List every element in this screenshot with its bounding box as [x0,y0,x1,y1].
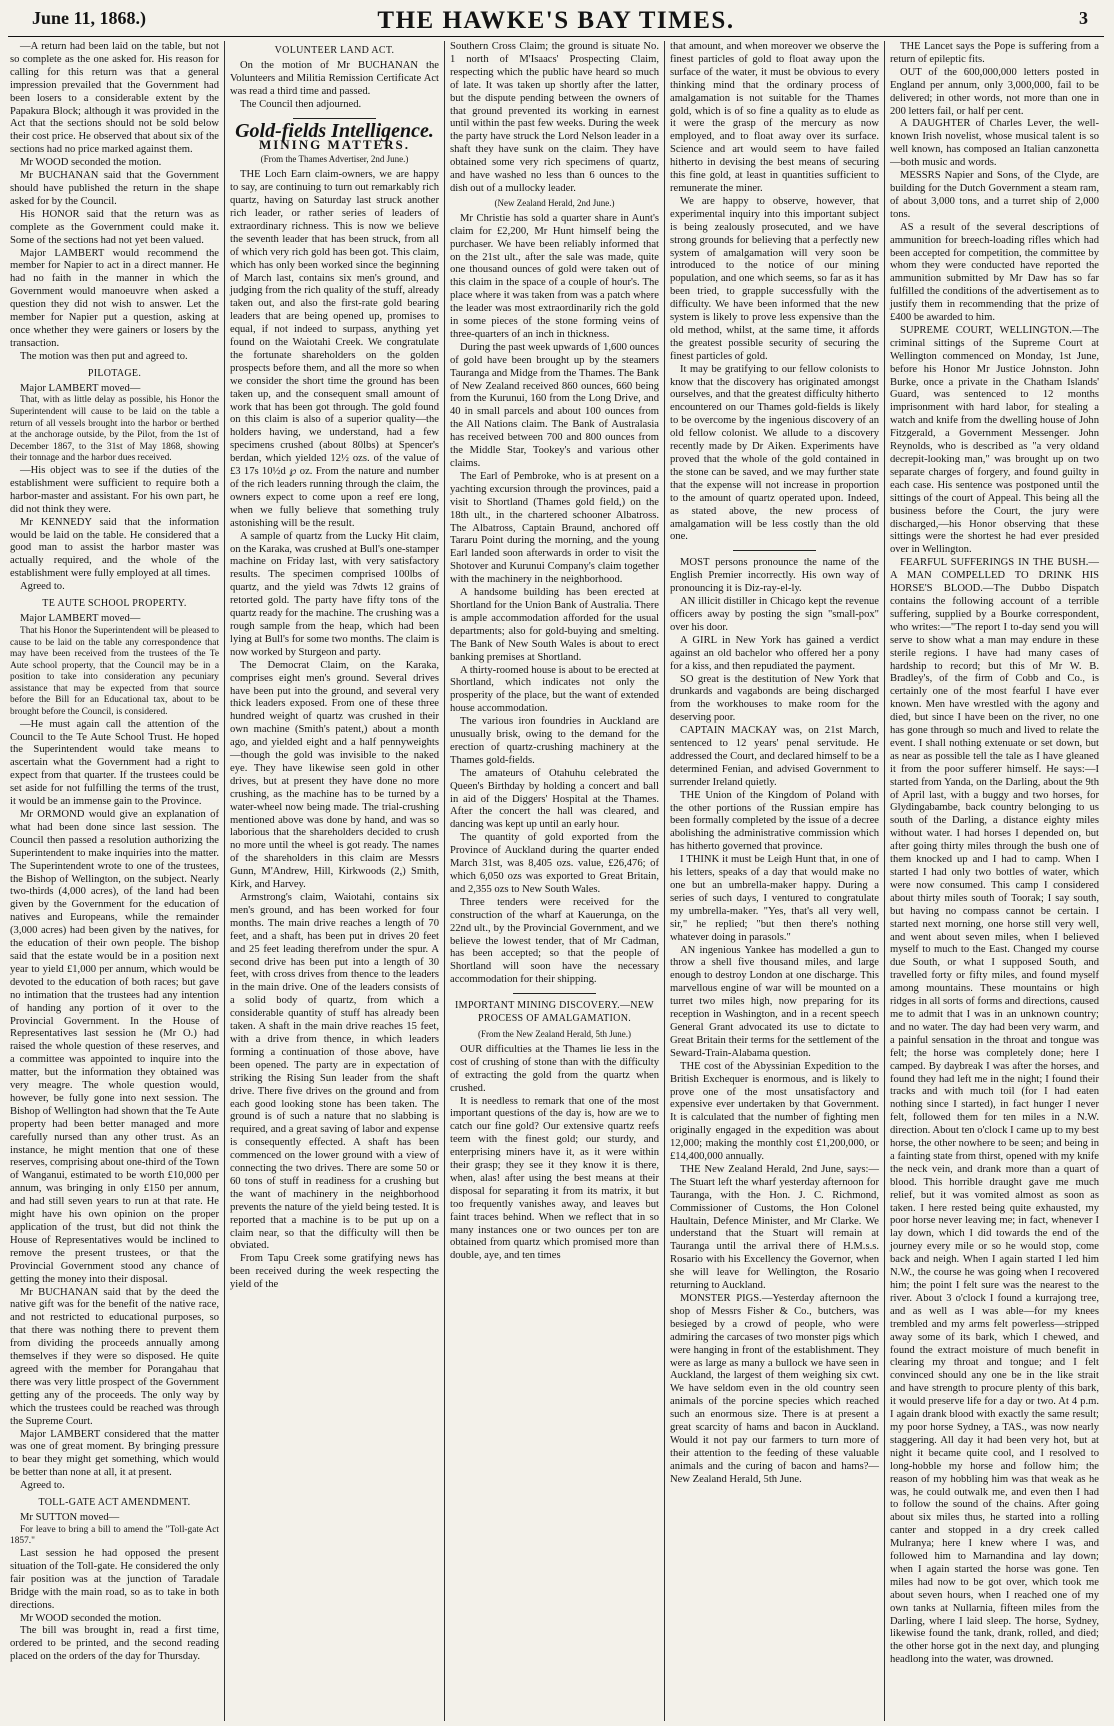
news-item-body: —The Dubbo Dispatch contains the following account of a terrible suffering, supplied by a Bourke correspondent, who writes:—"The report I to-day send you will serve to show what a man may endure in these sterile regions. I have had many cases of hardship to record; but this of Mr W. B. Bradley's, of the firm of Cobb and Co., is certainly one of the most fearful I have ever known. Men have wrestled with the agony and died, but since I have been on the river, no one has gone through so much and lived to relate the event. I shall nothing extenuate or set down, but as near as possible tell the tale as I have gleaned it from the poor sufferer himself. He says:—I started from Yanda, on the Darling, about the 9th of April last, with a buggy and two horses, for Glydingabambe, back country belonging to us south of the Darling, a distance eighty miles without water. I had horses I depended on, but after going thirty miles through the bush one of them knocked up and I had to camp. When I started I had only two bottles of water, which were now consumed. This camp I considered about thirty miles south of Toorak; I say south, but having no compass cannot be certain. I started next morning, one horse still very well, and went about seven miles, when I believed myself to much to the East. Changed my course due South, or what I supposed South, and travelled forty or fifty miles, and found myself among mountains. These mountains or high ridges in all sorts of forms and directions, caused me to admit that I was in an unknown country; and no water. The day had been very warm, and a painful sensation in the throat and tongue was felt; the horse was completely done; here I camped. By daybreak I was after the horses, and found they had left me in the night; I found their tracks and with much toil (for I had eaten nothing since I started), in fact hunger I never felt, followed them for ten miles in a N.W. direction. About ten o'clock I came up to my best horse, the other nowhere to be seen; and being in a fainting state from thirst, opened with my knife the neck vein, and drank more than a quart of blood. This horrible draught gave me much relief, but it was vomited almost as soon as taken. I here rested being quite exhausted, my poor horse never leaving me; in fact, whenever I lay down, which I did towards the end of the journey every mile or so he would stop, come back and neigh. When I again started I led him N.W., the course he was going when I recovered him; the point I felt sure was the nearest to the river. About 3 o'clock I found a kurrajong tree, and as well as I was able—for my knees trembled and my arms felt powerless—stripped away some of its bark, which I chewed, and found the extract moisture of much benefit in clearing my throat and tongue; and I felt convinced should any one be in the like strait and have strength to procure plenty of this bark, it would preserve life for a day or two. At 4 p.m. I again drank blood with exactly the same result; my poor horse Sydney, a TAS., was now nearly staggering. All day it had been very hot, but at night it became quite cool, and I resolved to long-hobble my horse and follow him; the reason of my hobbling him was that weak as he was, he could outwalk me, and even then I had to follow the sound of the chains. After going about six miles thus, he started into a rolling canter and stopped in a dry creek called Mulranya; here I knew where I was, and followed him to Marnandina and lay down; when I again started the horse was gone. Ten miles had now to be got over, which took me about seven hours, when I reached one of my own tanks at Nullarnia, fifteen miles from the Darling, where I laid sleep. The horse, Sydney, likewise found the tank, drank, rolled, and died; the other horse got in the next day, and plunging headlong into the water, was drowned. [890,583,1099,1666]
paragraph: A sample of quartz from the Lucky Hit claim, on the Karaka, was crushed at Bull's one-stamper machine on Friday last, with very satisfactory results. The specimen comprised 100lbs of quartz, and the yield was 7dwts 12 grains of retorted gold. The party have fifty tons of the quartz ready for the machine. The crushing was a rough sample from the heap, which had been lying at Bull's for some two months. The claim is now worked by Sturgeon and party. [230,530,440,658]
columns [8,41,1104,1721]
paragraph: The motion was then put and agreed to. [20,350,188,362]
paragraph: The Earl of Pembroke, who is at present on a yachting excursion through the provinces, paid a visit to Shortland (Thames gold field,) on the 18th ult., in the chartered schooner Albatross. The Albatross, Captain Braund, anchored off Tararu Point during the morning, and the young Earl landed soon afterwards in order to visit the Shotover and Kurunui Company's claim together with the machinery in the neighborhood. [450,470,659,586]
news-item: SUPREME COURT, WELLINGTON.—The criminal sittings of the Supreme Court at Wellington commenced on Monday, 1st June, before his Honor Mr Justice Johnston. John Burke, once a private in the Chatham Islands' Guard, was sentenced to 12 months imprisonment with hard labor, for stealing a watch and knife from the dwelling house of John Fitzgerald, a Government Messenger. John Reynolds, who is described as "a very oldand decrepit-looking man," was brought up on two separate charges of forgery, and found guilty in each case. His sentence was postponed until the sittings of the court of Appeal. This being all the business before the Court, the jury were discharged,—his Honor observing that these sittings were the shortest he had ever presided over in Wellington. [890,324,1099,556]
paragraph: Mr SUTTON moved— [20,1511,120,1523]
source-note: (From the New Zealand Herald, 5th June.) [478,1028,631,1039]
paragraph: During the past week upwards of 1,600 ounces of gold have been brought up by the steamers Tauranga and Midge from the Thames. The Bank of New Zealand received 860 ounces, 660 being from the Kurunui, 160 from the Long Drive, and 40 in small parcels and about 100 ounces from the All Nations claim. The Bank of Australasia has received between 700 and 800 ounces from the Middle Star, Tookey's and various other claims. [450,341,659,469]
news-item: OUT of the 600,000,000 letters posted in England per annum, only 3,000,000, fail to be delivered; in other words, not more than one in 200 letters fail, or half per cent. [890,66,1099,117]
news-item: MESSRS Napier and Sons, of the Clyde, are building for the Dutch Government a steam ram, of about 3,000 tons, and a turret ship of 2,000 tons. [890,170,1099,220]
divider [513,993,597,994]
section-title: Gold-fields Intelligence. [235,119,434,142]
news-item: A GIRL in New York has gained a verdict against an old bachelor who offered her a pony for a kiss, and then repudiated the payment. [670,634,879,672]
paragraph: Mr BUCHANAN said that by the deed the native gift was for the benefit of the native race, and not restricted to educational purposes, so that there was nothing there to prevent them from dividing the proceeds annually among themselves if they were so disposed. He quite agreed with the member for Porangahau that there was very little prospect of the Government getting any of the proceeds. The only way by which the trustees could be reached was through the Supreme Court. [10,1286,219,1427]
paragraph: Major LAMBERT would recommend the member for Napier to act in a direct manner. He had no faith in the manner in which the Government would manoeuvre when asked a question they did not wish to answer. Let the member for Napier put a question, asking at once whether they were gainers or losers by the transaction. [10,247,219,349]
source-note: (New Zealand Herald, 2nd June.) [494,197,615,208]
paragraph: The quantity of gold exported from the Province of Auckland during the quarter ended March 31st, was 8,405 ozs. value, £26,476; of which 6,050 ozs was exported to Great Britain, and 2,355 ozs to New South Wales. [450,832,659,895]
paragraph: Agreed to. [20,581,65,593]
news-item: THE New Zealand Herald, 2nd June, says:—The Stuart left the wharf yesterday afternoon for Tauranga, with the Hon. J. C. Richmond, Commissioner of Customs, the Hon Colonel Haultain, Defence Minister, and Mr Clarke. We understand that the Stuart will remain at Tauranga until the arrival there of H.M.s.s. Rosario with his Excellency the Governor, when she will leave for Wellington, the Rosario returning to Auckland. [670,1163,879,1292]
paragraph: The Democrat Claim, on the Karaka, comprises eight men's ground. Several drives have been put into the ground, and several very thick leaders exposed. From one of these three hundred weight of quartz was crushed in their own machine (Smith's patent,) about a month ago, and yielded eight and a half pennyweights—though the gold was invisible to the naked eye. They have likewise seen gold in other drives, but at present they have done no more crushing, as the machine has to be turned by a water-wheel now being made. The trial-crushing mentioned above was done by hand, and was so laborious that the shareholders decided to crush no more until the wheel is got ready. The names of the shareholders in this claim are Messrs Gunn, M'Andrew, Hill, Kirkwoods (2,) Smith, Kirk, and Harvey. [230,659,439,891]
paragraph: Agreed to. [20,1480,65,1492]
news-item [890,557,1099,1667]
paragraph: The bill was brought in, read a first time, ordered to be printed, and the second reading placed on the orders of the day for Thursday. [10,1625,219,1663]
paragraph: A thirty-roomed house is about to be erected at Shortland, which indicates not only the prosperity of the place, but the want of extended house accommodation. [450,664,659,715]
paragraph: Mr Christie has sold a quarter share in Aunt's claim for £2,200, Mr Hunt himself being the purchaser. We have been reliably informed that on the 21st ult., after the sale was made, quite one thousand ounces of gold were taken out of this claim in the space of a couple of hour's. The place where it was taken from was a patch where the leader was most extraordinarily rich the gold in some pieces of the stone forming veins of three-quarters of an inch in thickness. [450,212,659,340]
paragraph: The amateurs of Otahuhu celebrated the Queen's Birthday by holding a concert and ball in aid of the Diggers' Hospital at the Thames. After the concert the hall was cleared, and dancing was kept up until an early hour. [450,767,659,831]
paragraph: Last session he had opposed the present situation of the Toll-gate. He considered the only fair position was at the junction of Taradale Bridge with the main road, so as to take in both directions. [10,1548,219,1611]
news-item: AN illicit distiller in Chicago kept the revenue officers away by posting the sign "small-pox" over his door. [670,596,879,633]
news-item: THE cost of the Abyssinian Expedition to the British Exchequer is enormous, and is likely to prove one of the most unsatisfactory and expensive ever undertaken by that Government. It is calculated that the number of fighting men originally engaged in the expedition was about 12,000; making the monthly cost £1,200,000, or £14,400,000 annually. [670,1060,879,1163]
paragraph: From Tapu Creek some gratifying news has been received during the week respecting the yield of the [230,1253,439,1291]
section-heading: TE AUTE SCHOOL PROPERTY. [42,598,187,610]
paragraph: Major LAMBERT considered that the matter was one of great moment. By bringing pressure to bear they might get something, which would be better than none at all, it at present. [10,1428,219,1479]
news-item: AS a result of the several descriptions of ammunition for breech-loading rifles which had been accepted for competition, the committee by whom they were conducted have reported the ammunition submitted by Mr Daw has so far fulfilled the conditions of the advertisement as to justify them in recommending that the prize of £400 be awarded to him. [890,221,1099,324]
column-3 [444,41,664,1721]
divider [733,550,817,551]
paragraph: Mr WOOD seconded the motion. [20,157,162,169]
paragraph: Major LAMBERT moved— [20,613,141,624]
article-heading: IMPORTANT MINING DISCOVERY.—NEW PROCESS OF AMALGAMATION. [455,1000,654,1025]
news-item: A DAUGHTER of Charles Lever, the well-known Irish novelist, whose musical talent is so well known, has composed an Italian canzonetta—both music and words. [890,118,1099,169]
paragraph: His HONOR said that the return was as complete as the Government could make it. Some of the sections had not yet been valued. [10,208,219,246]
masthead [8,6,1104,37]
motion-text: That his Honor the Superintendent will be pleased to cause to be laid on the table any correspondence that may have been received from the trustees of the Te Aute school property, that the Council may be in a position to take into consideration any pecuniary assistance that may be expected from that source before the Bill for an Educational tax, about to be brought before the Council, is considered. [10,625,219,718]
page-number: 3 [1079,8,1088,28]
paragraph: It may be gratifying to our fellow colonists to know that the discovery has originated amongst ourselves, and that the greatest difficulty hitherto encountered on our Thames gold-fields is likely to be overcome by the ingenious discovery of an old fellow colonist. We allude to a discovery recently made by Dr Aiken. Experiments have proved that the whole of the gold contained in the stone can be saved, and we may further state that the expense will not increase in proportion to the amount of quartz operated upon. Indeed, as stated above, the new process of amalgamation will be less costly than the old one. [670,363,879,543]
paragraph: Mr WOOD seconded the motion. [20,1612,162,1624]
news-item-title: FEARFUL SUFFERINGS IN THE BUSH.— A MAN COMPELLED TO DRINK HIS HORSE'S BLOOD. [890,557,1099,595]
paragraph: Major LAMBERT moved— [20,382,141,394]
paragraph: Mr ORMOND would give an explanation of what had been done since last session. The Council then passed a resolution authorizing the Superintendent to make inquiries into the matter. The Superintendent wrote to one of the trustees, the Bishop of Wellington, on the subject. Nearly two-thirds (4,000 acres), of the land had been given by the Government for the education of natives and Europeans, while the remainder (3,000 acres) had been given by the natives, for the education of their own people. The bishop said that the estate would be in a position next year to yield £1,000 per annum, which would be devoted to the education of both races; but gave no intimation that the trustees had any intention of handing any portion of it over to the Provincial Government. In the House of Representatives last session he (Mr O.) had raised the whole question of these reserves, and a committee was appointed to inquire into the matter, but the information they obtained was very meagre. The whole question would, however, be fully gone into next session. The Bishop of Wellington had shown that the Te Aute property had been better managed and more carefully nursed than any other trust. As an instance, he might mention that one of these reserves, comprising about one-third of the Town of Wanganui, estimated to be worth £10,000 per annum, was bringing in only £150 per annum, and had still seven years to run at that rate. He might have his own opinion on the proper application of the trust, but did not think the House of Representatives would be inclined to remove the present trustees, or that the Provincial Government stood any chance of getting the money into their disposal. [10,809,219,1285]
news-item: SO great is the destitution of New York that drunkards and vagabonds are being discharged from the workhouses to make room for the deserving poor. [670,673,879,724]
issue-date: June 11, 1868.) [32,8,147,28]
divider [293,118,377,119]
paragraph: THE Loch Earn claim-owners, we are happy to say, are continuing to turn out remarkably rich quartz, having on Saturday last struck another rich leader, or rather series of leaders of extraordinary richness. This is now we believe the seventh leader that has been struck, from all of which very rich gold has been got. This claim, which has only been worked since the beginning of March last, contains six men's ground, and judging from the rich quality of the stuff, already taken out, and also the first-rate gold bearing leaders that are being opened up, promises to equal, if not indeed to surpass, anything yet found on the Waiotahi Creek. We congratulate the fortunate shareholders on the golden prospects before them, and all the more so when we consider the short time the ground has been taken up, and the consequent small amount of work that has been got through. The gold found on this claim is also of a superior quality—the holders having, we understand, had a few specimens crushed (about 80lbs) at Spencer's berdan, which yielded 12½ ozs. of the value of £3 17s 10½d ℘ oz. From the nature and number of the rich leaders running through the claim, the owners expect to come upon a reef ere long, when we fully believe that something truly astonishing will be the result. [230,169,439,529]
section-heading: VOLUNTEER LAND ACT. [274,45,395,56]
paragraph: Southern Cross Claim; the ground is situate No. 1 north of M'Isaacs' Prospecting Claim, respecting which the public have heard so much of late. It was taken up shortly after the latter, but the dispute pending between the owners of that ground prevented its working in earnest until within the past few weeks. During the week the party have struck the Lord Nelson leader in a shaft they have sunk on the claim. They have obtained some very rich specimens of quartz, and have washed no less than 6 ounces to the dish out of a mullocky leader. [450,41,659,194]
paragraph: The Council then adjourned. [240,98,362,110]
paragraph: —He must again call the attention of the Council to the Te Aute School Trust. He hoped the Superintendent would take means to ascertain what the Government had a right to expect from that quarter. If the trustees could be set aside for not fulfilling the terms of the trust, it would be an immense gain to the Province. [10,718,219,808]
news-item: MOST persons pronounce the name of the English Premier incorrectly. His own way of pronouncing it is Diz-ray-el-ly. [670,557,879,595]
column-4 [664,41,884,1721]
section-heading: PILOTAGE. [87,367,142,379]
source-note: (From the Thames Advertiser, 2nd June.) [260,154,409,165]
section-heading: TOLL-GATE ACT AMENDMENT. [38,1497,191,1509]
column-5 [884,41,1104,1721]
motion-text: For leave to bring a bill to amend the "Toll-gate Act 1857." [10,1524,219,1547]
paragraph: —A return had been laid on the table, but not so complete as the one asked for. His reason for calling for this return was that a general impression prevailed that the Government had been losers to a considerable extent by the Papakura Block; although it was provided in the Act that the sections should not be sold below their cost price. He observed that about six of the sections had no price marked against them. [10,41,219,156]
paragraph: —His object was to see if the duties of the establishment were sufficient to require both a harbor-master and assistant. For his own part, he did not think they were. [10,465,219,515]
paragraph: On the motion of Mr BUCHANAN the Volunteers and Militia Remission Certificate Act was read a third time and passed. [230,59,439,97]
news-item: THE Lancet says the Pope is suffering from a return of epileptic fits. [890,41,1099,65]
motion-text: That, with as little delay as possible, his Honor the Superintendent will cause to be laid on the table a return of all vessels brought into the harbor or berthed at the anchorage outside, by the Pilot, from the 1st of December 1867, to the 31st of May 1868, showing their tonnage and the harbor dues received. [10,395,219,464]
news-item: MONSTER PIGS.—Yesterday afternoon the shop of Messrs Fisher & Co., butchers, was besieged by a crowd of people, who were admiring the carcases of two monster pigs which were hanging in front of the establishment. They were as large as many a bullock we have seen in Auckland, the largest of them weighing six cwt. We have seldom even in the old country seen animals of the porcine species which reached such an enormous size. There is at present a great scarcity of hams and bacon in Auckland. Would it not pay our farmers to turn more of their attention to the feeding of these valuable animals and the curing of bacon and hams?—New Zealand Herald, 5th June. [670,1293,879,1485]
paragraph: It is needless to remark that one of the most important questions of the day is, how are we to catch our fine gold? Our extensive quartz reefs teem with the finest gold; our sturdy, and enterprising miners have it, as it were within their grasp; they see it they know it is there, when, alas! after using the best means at their disposal for separating it from its matrix, it but too frequently vanishes away, and leaves but faint traces behind. When we reflect that in so many instances one or two ounces per ton are obtained from quartz which promised more than double, aye, and ten times [450,1095,659,1262]
column-1 [8,41,224,1721]
news-item: THE Union of the Kingdom of Poland with the other portions of the Russian empire has been formally completed by the issue of a decree abolishing the administrative commission which has hitherto governed that province. [670,789,879,853]
paragraph: Mr BUCHANAN said that the Government should have published the return in the shape asked for by the Council. [10,170,219,207]
column-2 [224,41,444,1721]
paragraph: Three tenders were received for the construction of the wharf at Kauerunga, on the 22nd ult., by the Provincial Government, and we believe the lowest tender, that of Mr Cadman, has been accepted; so that the people of Shortland will soon have the necessary accommodation for their shipping. [450,896,659,986]
paragraph: Armstrong's claim, Waiotahi, contains six men's ground, and has been worked for four months. The main drive reaches a length of 70 feet, and a shaft, has been put in drives 20 feet and 25 feet leading therefrom under the spur. A second drive has been put into a length of 30 feet, with cross drives from thence to the leaders in the main drive. One of the leaders consists of a solid body of quartz, from which a considerable quantity of stuff has already been taken. A shaft in the main drive reaches 15 feet, with a drive from thence, in which leaders forming a continuation of those above, have been opened. The party are in expectation of striking the Rising Sun leader from the shaft drive. There five drives on the ground and from each good looking stone has been taken. The ground is of such a nature that no slabbing is required, and a great saving of labor and expense is consequently effected. A shaft has been commenced on the lower ground with a view of connecting the two drives. There are some 50 or 60 tons of stuff in readiness for a crushing but the want of machinery in the neighborhood prevents the nature of the yield being tested. It is reported that a machine is to be put up on a claim near, so that the difficulty will then be obviated. [230,892,439,1252]
paragraph: that amount, and when moreover we observe the finest particles of gold to float away upon the surface of the water, it must be obvious to every thinking mind that the ordinary process of amalgamation is not suitable for the Thames gold, which is of so fine a quality as to elude as it were the grasp of the mercury as now employed, and to float away over its surface. Science and art would seem to have failed hitherto in devising the best means of securing this fine gold, at least in quantities sufficient to remunerate the miner. [670,41,879,194]
paragraph: We are happy to observe, however, that experimental inquiry into this important subject is being zealously prosecuted, and we have strong grounds for believing that a perfectly new system of amalgamation will very soon be introduced to the notice of our mining population, and one which seems, so far as it has been tried, to grapple successfully with the difficulty. We have been informed that the new system is likely to prove less expensive than the old method, whilst, at the same time, it affords the greatest possible security of securing the finest particles of gold. [670,195,879,362]
paragraph: OUR difficulties at the Thames lie less in the cost of crushing of stone than with the difficulty of extracting the gold from the quartz when crushed. [450,1043,659,1094]
newspaper-title: THE HAWKE'S BAY TIMES. [377,7,735,34]
news-item: I THINK it must be Leigh Hunt that, in one of his letters, speaks of a day that would make no one but an umbrella-maker happy. During a series of such days, I ventured to congratulate my umbrella-maker. "Yes, that's all very well, sir," he replied; "but then there's nothing whatever doing in parasols." [670,854,879,943]
article-heading: MINING MATTERS. [258,137,411,153]
paragraph: A handsome building has been erected at Shortland for the Union Bank of Australia. There is ample accommodation afforded for the usual departments; also for gold-buying and smelting. The Bank of New South Wales is about to erect banking premises at Shortland. [450,587,659,663]
news-item: AN ingenious Yankee has modelled a gun to throw a shell five thousand miles, and large enough to destroy London at one discharge. This marvellous engine of war will be mounted on a turret two miles high, now preparing for its reception in Washington, and in a recent speech General Grant advocated its use to dictate to Great Britain their terms for the settlement of the Seward-Train-Alabama question. [670,944,879,1059]
paragraph: Mr KENNEDY said that the information would be laid on the table. He considered that a good man to assist the harbor master was actually required, and the whole of the establishment were fully employed at all times. [10,516,219,580]
paragraph: The various iron foundries in Auckland are unusually brisk, owing to the demand for the erection of quartz-crushing machinery at the Thames gold-fields. [450,716,659,766]
news-item: CAPTAIN MACKAY was, on 21st March, sentenced to 12 years' penal servitude. He addressed the Court, and declared himself to be a determined Fenian, and advised Government to surrender Ireland quietly. [670,725,879,788]
